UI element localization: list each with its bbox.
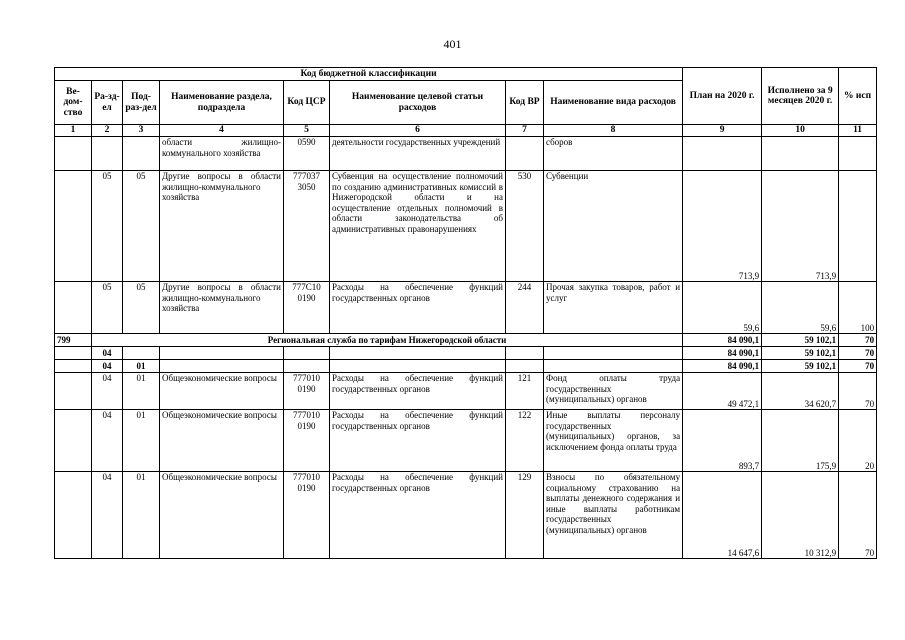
section-code-cell: 04	[92, 410, 123, 472]
section-name-cell: Другие вопросы в области жилищно-коммунального хозяйства	[160, 282, 284, 334]
subsection-code-cell: 01	[123, 410, 160, 472]
section-name-cell: Другие вопросы в области жилищно-коммунального хозяйства	[160, 171, 284, 282]
section-code-cell: 04	[92, 347, 123, 360]
budget-table	[54, 67, 877, 559]
section-name-cell: области жилищно-коммунального хозяйства	[160, 137, 284, 171]
section-total-row	[55, 347, 877, 360]
expense-type-cell: Взносы по обязательному социальному страхованию на выплаты денежного содержания и иные выплаты работникам государственных (муниципальных) органов	[544, 472, 683, 559]
target-name-cell: Расходы на обеспечение функций государственных органов	[330, 410, 506, 472]
percent-cell: 70	[839, 472, 877, 559]
subsection-code-cell: 05	[123, 171, 160, 282]
expense-code-header: Код ВР	[506, 81, 544, 125]
target-code-cell: 777037 3050	[284, 171, 330, 282]
expense-type-cell: сборов	[544, 137, 683, 171]
executed-cell: 175,9	[762, 410, 839, 472]
expense-code-cell: 122	[506, 410, 544, 472]
plan-cell: 713,9	[683, 171, 762, 282]
expense-code-cell: 530	[506, 171, 544, 282]
plan-cell: 84 090,1	[683, 347, 762, 360]
subsection-header: Под-раз-дел	[123, 81, 160, 125]
section-name-cell: Общеэкономические вопросы	[160, 410, 284, 472]
target-name-cell: Субвенция на осуществление полномочий по созданию административных комиссий в Нижегородской области и на осуществление отдельных полномочий в области законодательства об административных правонарушениях	[330, 171, 506, 282]
section-name-cell: Общеэкономические вопросы	[160, 472, 284, 559]
executed-cell: 34 620,7	[762, 373, 839, 410]
expense-code-cell: 244	[506, 282, 544, 334]
expense-code-cell: 121	[506, 373, 544, 410]
subsection-code-cell: 01	[123, 472, 160, 559]
target-code-cell: 777010 0190	[284, 373, 330, 410]
section-name-header: Наименование раздела, подраздела	[160, 81, 284, 125]
subsection-code-cell: 01	[123, 373, 160, 410]
col-number: 6	[330, 125, 506, 137]
department-code-cell: 799	[55, 334, 92, 347]
percent-cell: 100	[839, 282, 877, 334]
target-code-cell: 0590	[284, 137, 330, 171]
target-name-cell: Расходы на обеспечение функций государственных органов	[330, 282, 506, 334]
executed-cell: 59,6	[762, 282, 839, 334]
subsection-code-cell: 01	[123, 360, 160, 373]
plan-cell: 84 090,1	[683, 334, 762, 347]
executed-header: Исполнено за 9 месяцев 2020 г.	[762, 68, 839, 125]
col-number: 1	[55, 125, 92, 137]
table-row	[55, 282, 877, 334]
section-header: Ра-зд-ел	[92, 81, 123, 125]
section-code-cell: 04	[92, 373, 123, 410]
table-row	[55, 410, 877, 472]
subsection-total-row	[55, 360, 877, 373]
executed-cell: 59 102,1	[762, 360, 839, 373]
target-code-cell: 777010 0190	[284, 410, 330, 472]
expense-type-cell: Субвенции	[544, 171, 683, 282]
target-name-cell: деятельности государственных учреждений	[330, 137, 506, 171]
percent-cell: 70	[839, 334, 877, 347]
col-number: 2	[92, 125, 123, 137]
percent-cell	[839, 171, 877, 282]
percent-cell: 70	[839, 360, 877, 373]
target-name-cell: Расходы на обеспечение функций государственных органов	[330, 373, 506, 410]
section-name-cell: Общеэкономические вопросы	[160, 373, 284, 410]
table-row	[55, 472, 877, 559]
subsection-code-cell: 05	[123, 282, 160, 334]
plan-cell: 49 472,1	[683, 373, 762, 410]
executed-cell: 713,9	[762, 171, 839, 282]
column-number-row	[55, 125, 877, 137]
col-number: 5	[284, 125, 330, 137]
target-name-header: Наименование целевой статьи расходов	[330, 81, 506, 125]
classification-code-header: Код бюджетной классификации	[55, 68, 683, 81]
col-number: 10	[762, 125, 839, 137]
executed-cell: 59 102,1	[762, 347, 839, 360]
executed-cell: 10 312,9	[762, 472, 839, 559]
department-title: Региональная служба по тарифам Нижегородской области	[92, 334, 683, 347]
department-header: Ве-дом-ство	[55, 81, 92, 125]
department-row	[55, 334, 877, 347]
plan-cell: 84 090,1	[683, 360, 762, 373]
table-row	[55, 137, 877, 171]
plan-header: План на 2020 г.	[683, 68, 762, 125]
plan-cell: 14 647,6	[683, 472, 762, 559]
target-code-header: Код ЦСР	[284, 81, 330, 125]
target-code-cell: 777010 0190	[284, 472, 330, 559]
col-number: 3	[123, 125, 160, 137]
section-code-cell: 04	[92, 472, 123, 559]
col-number: 9	[683, 125, 762, 137]
page-number: 401	[443, 37, 462, 51]
percent-header: % исп	[839, 68, 877, 125]
percent-cell: 20	[839, 410, 877, 472]
target-name-cell: Расходы на обеспечение функций государственных органов	[330, 472, 506, 559]
percent-cell: 70	[839, 373, 877, 410]
section-code-cell: 05	[92, 282, 123, 334]
expense-code-cell: 129	[506, 472, 544, 559]
percent-cell: 70	[839, 347, 877, 360]
section-code-cell: 05	[92, 171, 123, 282]
expense-type-cell: Иные выплаты персоналу государственных (муниципальных) органов, за исключением фонда оплаты труда	[544, 410, 683, 472]
col-number: 8	[544, 125, 683, 137]
col-number: 7	[506, 125, 544, 137]
table-row	[55, 373, 877, 410]
col-number: 11	[839, 125, 877, 137]
expense-type-cell: Фонд оплаты труда государственных (муниципальных) органов	[544, 373, 683, 410]
col-number: 4	[160, 125, 284, 137]
table-row	[55, 171, 877, 282]
executed-cell: 59 102,1	[762, 334, 839, 347]
plan-cell: 893,7	[683, 410, 762, 472]
expense-type-cell: Прочая закупка товаров, работ и услуг	[544, 282, 683, 334]
expense-type-header: Наименование вида расходов	[544, 81, 683, 125]
target-code-cell: 777С10 0190	[284, 282, 330, 334]
section-code-cell: 04	[92, 360, 123, 373]
plan-cell: 59,6	[683, 282, 762, 334]
